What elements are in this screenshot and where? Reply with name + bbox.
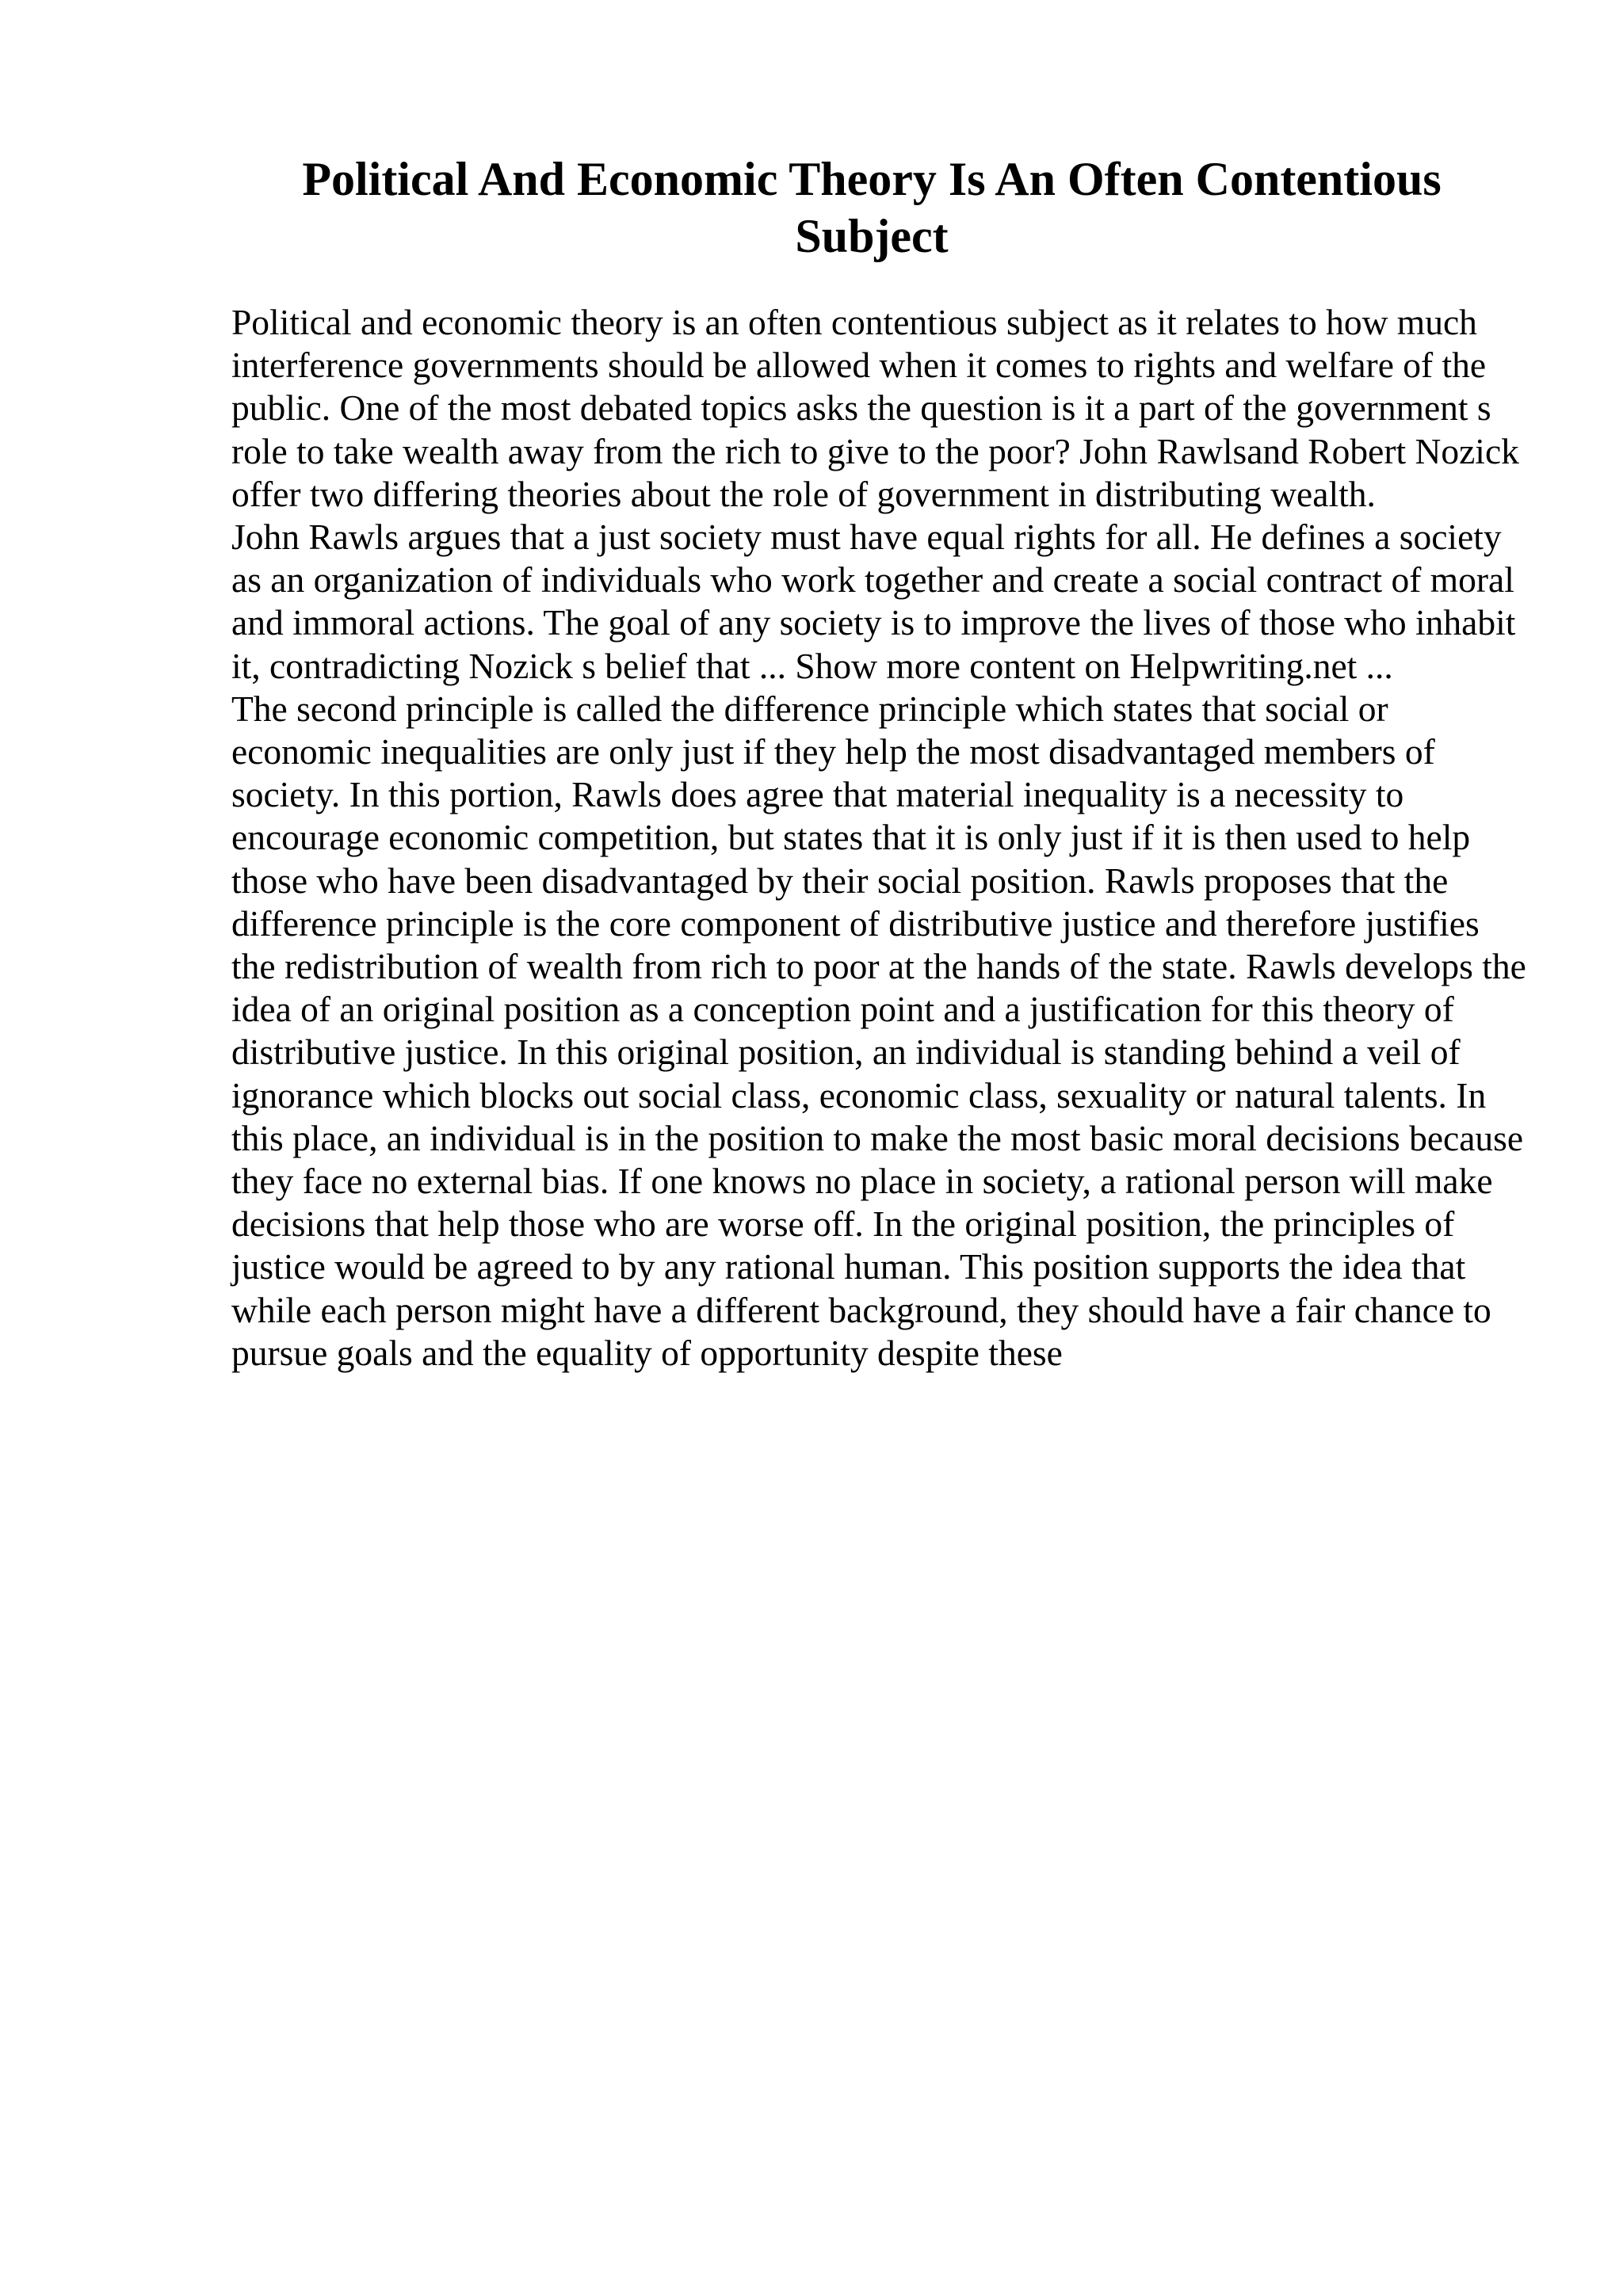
paragraph-intro: Political and economic theory is an often contentious subject as it relates to how much interference governments should be allowed when it comes to rights and welfare of the public. One of the most debated topics asks the question is it a part of the government s role to take wealth away from the rich to give to the poor? John Rawlsand Robert Nozick offer two differing theories about the role of government in distributing wealth. bbox=[231, 302, 1519, 514]
document-body bbox=[231, 301, 1531, 1375]
document-title: Political And Economic Theory Is An Often Contentious Subject bbox=[302, 153, 1442, 262]
paragraph-difference-principle: The second principle is called the difference principle which states that social or economic inequalities are only just if they help the most disadvantaged members of society. In this portion, Rawls does agree that material inequality is a necessity to encourage economic competition, but states that it is only just if it is then used to help those who have been disadvantaged by their social position. Rawls proposes that the difference principle is the core component of distributive justice and therefore justifies the redistribution of wealth from rich to poor at the hands of the state. Rawls develops the idea of an original position as a conception point and a justification for this theory of distributive justice. In this original position, an individual is standing behind a veil of ignorance which blocks out social class, economic class, sexuality or natural talents. In this place, an individual is in the position to make the most basic moral decisions because they face no external bias. If one knows no place in society, a rational person will make decisions that help those who are worse off. In the original position, the principles of justice would be agreed to by any rational human. This position supports the idea that while each person might have a different background, they should have a fair chance to pursue goals and the equality of opportunity despite these bbox=[231, 688, 1526, 1373]
paragraph-rawls-argument: John Rawls argues that a just society must have equal rights for all. He defines a society as an organization of individuals who work together and create a social contract of moral and immoral actions. The goal of any society is to improve the lives of those who inhabit it, contradicting Nozick s belief that ... Show more content on Helpwriting.net ... bbox=[231, 517, 1516, 686]
